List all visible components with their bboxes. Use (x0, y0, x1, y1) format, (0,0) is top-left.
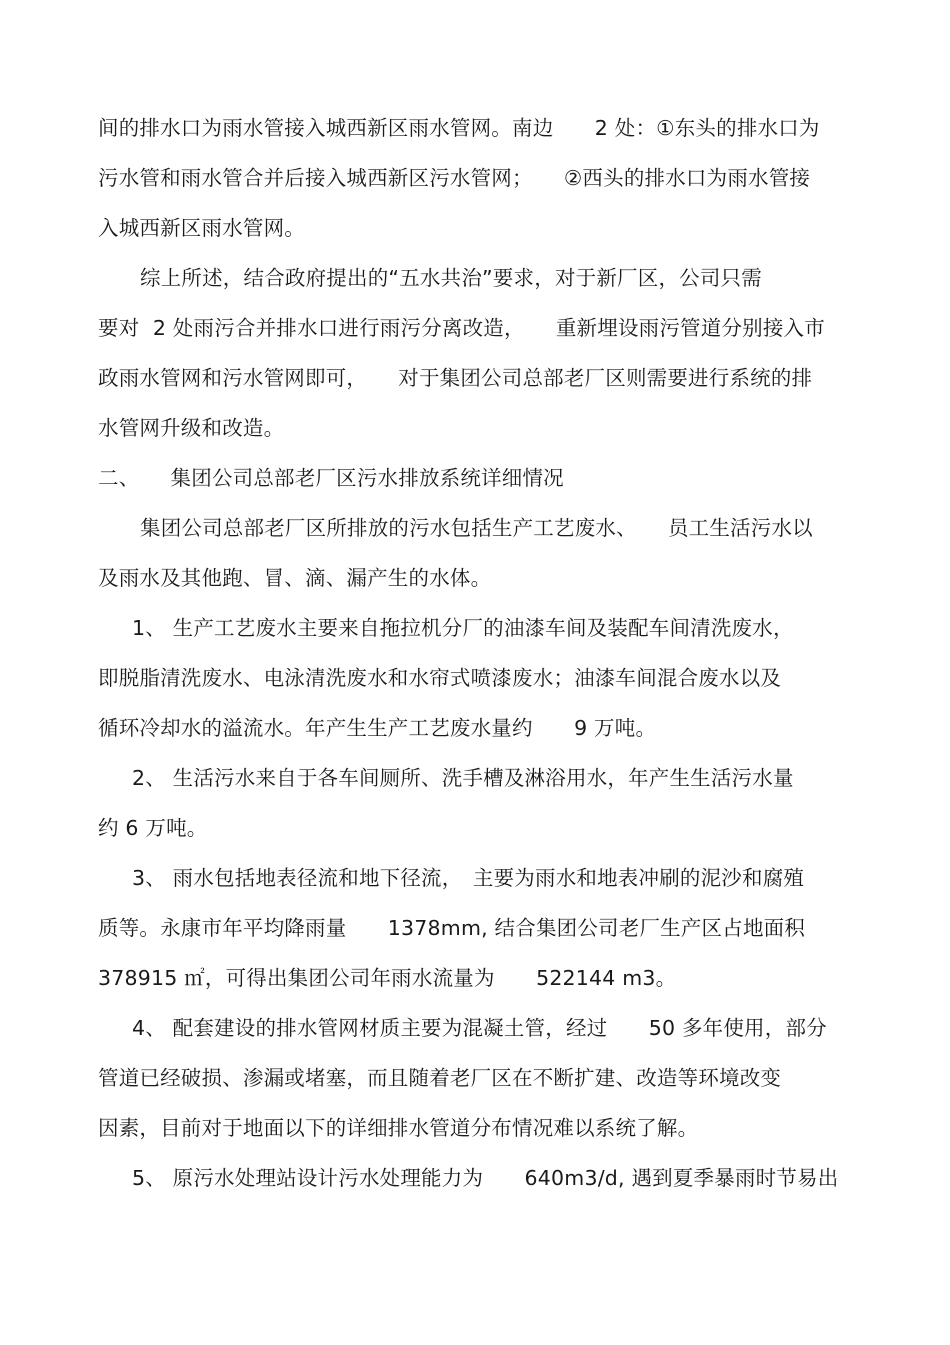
paragraph-line: 及雨水及其他跑、冒、滴、漏产生的水体。 (98, 566, 492, 590)
list-item-line: 5、 原污水处理站设计污水处理能力为 640m3/d, 遇到夏季暴雨时节易出 (132, 1166, 839, 1190)
list-item-line: 1、 生产工艺废水主要来自拖拉机分厂的油漆车间及装配车间清洗废水， (132, 616, 794, 640)
paragraph-line: 循环冷却水的溢流水。年产生生产工艺废水量约 9 万吨。 (98, 716, 657, 740)
paragraph-line: 因素，目前对于地面以下的详细排水管道分布情况难以系统了解。 (98, 1116, 699, 1140)
list-item-line: 4、 配套建设的排水管网材质主要为混凝土管，经过 50 多年使用，部分 (132, 1016, 827, 1040)
paragraph-line: 间的排水口为雨水管接入城西新区雨水管网。南边 2 处：①东头的排水口为 (98, 116, 820, 140)
paragraph-line: 集团公司总部老厂区所排放的污水包括生产工艺废水、 员工生活污水以 (140, 516, 813, 540)
paragraph-line: 即脱脂清洗废水、电泳清洗废水和水帘式喷漆废水；油漆车间混合废水以及 (98, 666, 782, 690)
paragraph-line: 政雨水管网和污水管网即可， 对于集团公司总部老厂区则需要进行系统的排 (98, 366, 813, 390)
paragraph-line: 管道已经破损、渗漏或堵塞，而且随着老厂区在不断扩建、改造等环境改变 (98, 1066, 782, 1090)
paragraph-line: 入城西新区雨水管网。 (98, 216, 305, 240)
paragraph-line: 378915 ㎡，可得出集团公司年雨水流量为 522144 m3。 (98, 966, 677, 990)
paragraph-line: 污水管和雨水管合并后接入城西新区污水管网； ②西头的排水口为雨水管接 (98, 166, 811, 190)
paragraph-line: 综上所述，结合政府提出的“五水共治”要求，对于新厂区，公司只需 (140, 266, 762, 290)
paragraph-line: 约 6 万吨。 (98, 816, 208, 840)
paragraph-line: 水管网升级和改造。 (98, 416, 285, 440)
paragraph-line: 质等。永康市年平均降雨量 1378mm, 结合集团公司老厂生产区占地面积 (98, 916, 806, 940)
list-item-line: 2、 生活污水来自于各车间厕所、洗手槽及淋浴用水，年产生生活污水量 (132, 766, 794, 790)
paragraph-line: 要对 2 处雨污合并排水口进行雨污分离改造， 重新埋设雨污管道分别接入市 (98, 316, 825, 340)
section-heading: 二、 集团公司总部老厂区污水排放系统详细情况 (98, 466, 564, 490)
list-item-line: 3、 雨水包括地表径流和地下径流， 主要为雨水和地表冲刷的泥沙和腐殖 (132, 866, 805, 890)
